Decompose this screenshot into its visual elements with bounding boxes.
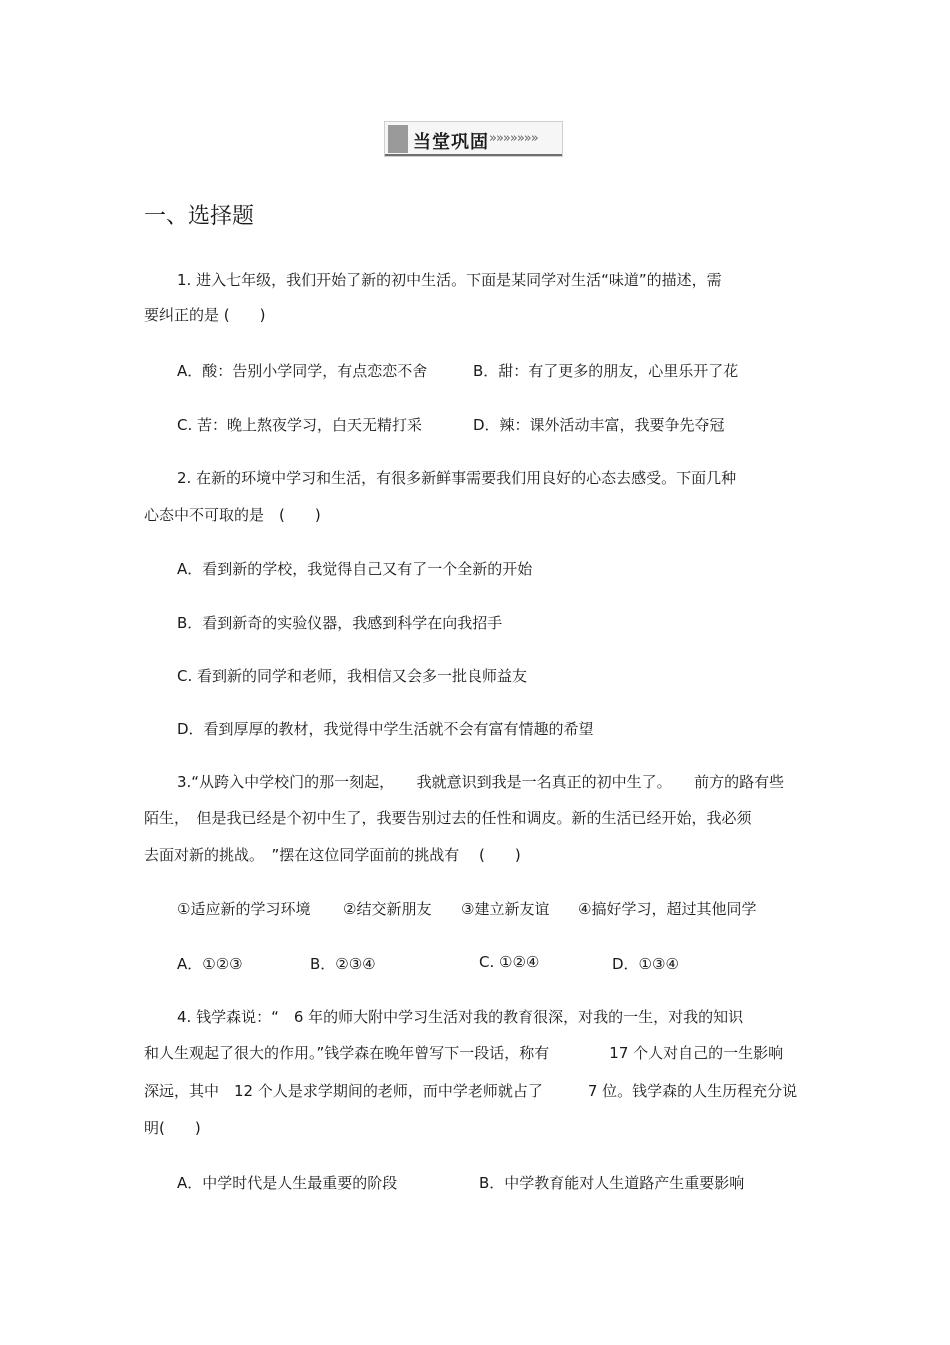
q2-option-c: C. 看到新的同学和老师，我相信又会多一批良师益友 [177, 667, 528, 685]
q1-option-a: A．酸：告别小学同学，有点恋恋不舍 [177, 362, 428, 380]
q4-option-a: A．中学时代是人生最重要的阶段 [177, 1174, 398, 1192]
q4-stem-line4: 明( ) [144, 1119, 201, 1137]
q2-option-b: B．看到新奇的实验仪器，我感到科学在向我招手 [177, 614, 503, 632]
q3-item-1: ①适应新的学习环境 [177, 900, 311, 918]
q3-item-2: ②结交新朋友 [343, 900, 432, 918]
q3-stem-line1: 3.“从跨入中学校门的那一刻起， 我就意识到我是一名真正的初中生了。 前方的路有些 [177, 773, 785, 791]
section-banner [385, 122, 562, 156]
section-title: 一、选择题 [144, 204, 255, 229]
q3-option-a: A．①②③ [177, 955, 243, 973]
q1-option-c: C. 苦：晚上熬夜学习，白天无精打采 [177, 416, 423, 434]
q4-stem-line2: 和人生观起了很大的作用。”钱学森在晚年曾写下一段话，称有 17 个人对自己的一生影响 [144, 1044, 784, 1062]
q3-item-4: ④搞好学习，超过其他同学 [578, 900, 757, 918]
q2-stem-line1: 2. 在新的环境中学习和生活，有很多新鲜事需要我们用良好的心态去感受。下面几种 [177, 469, 737, 487]
q1-option-b: B．甜：有了更多的朋友，心里乐开了花 [473, 362, 739, 380]
banner-underline [385, 154, 562, 156]
q4-stem-line3: 深远，其中 12 个人是求学期间的老师，而中学老师就占了 7 位。钱学森的人生历程充分说 [144, 1082, 798, 1100]
banner-shade-block [388, 125, 408, 153]
q3-stem-line3: 去面对新的挑战。 ”摆在这位同学面前的挑战有 ( ) [144, 846, 521, 864]
q3-option-b: B．②③④ [310, 955, 376, 973]
q1-stem-line2: 要纠正的是 ( ) [144, 306, 266, 324]
q2-stem-line2: 心态中不可取的是 ( ) [144, 506, 321, 524]
q3-stem-line2: 陌生， 但是我已经是个初中生了，我要告别过去的任性和调皮。新的生活已经开始，我必须 [144, 809, 752, 827]
q1-stem-line1: 1. 进入七年级，我们开始了新的初中生活。下面是某同学对生活“味道”的描述，需 [177, 271, 722, 289]
q3-option-d: D．①③④ [612, 955, 679, 973]
q3-item-3: ③建立新友谊 [461, 900, 550, 918]
q4-option-b: B．中学教育能对人生道路产生重要影响 [479, 1174, 745, 1192]
q4-stem-line1: 4. 钱学森说：“ 6 年的师大附中学习生活对我的教育很深，对我的一生，对我的知识 [177, 1008, 744, 1026]
banner-title: 当堂巩固 [413, 132, 489, 153]
q3-option-c: C. ①②④ [479, 953, 540, 971]
banner-chevrons: »»»»»»» [489, 131, 538, 146]
q1-option-d: D．辣：课外活动丰富，我要争先夺冠 [473, 416, 725, 434]
q2-option-d: D．看到厚厚的教材，我觉得中学生活就不会有富有情趣的希望 [177, 720, 594, 738]
q2-option-a: A．看到新的学校，我觉得自己又有了一个全新的开始 [177, 560, 533, 578]
